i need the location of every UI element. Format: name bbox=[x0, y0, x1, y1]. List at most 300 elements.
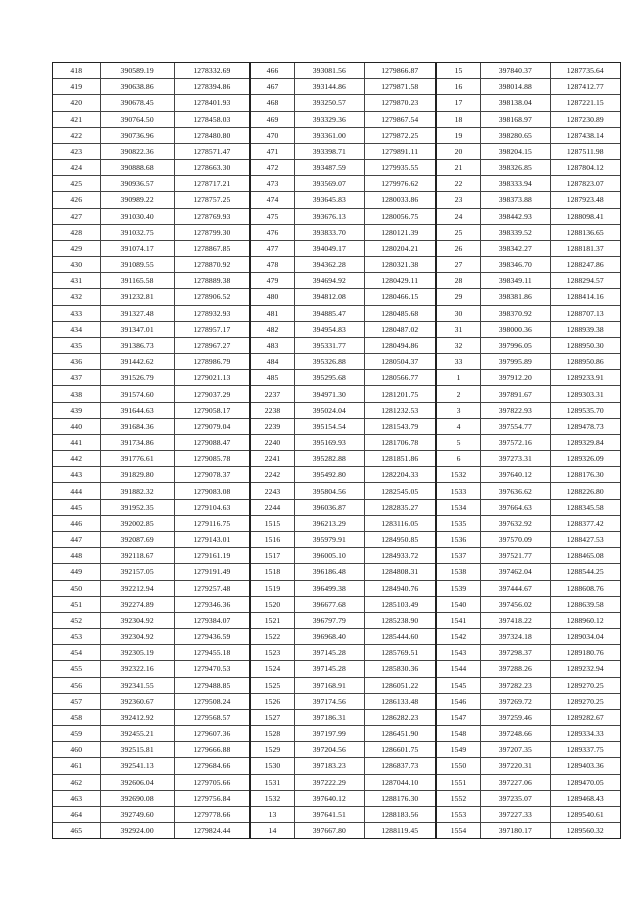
point-number-cell: 448 bbox=[70, 551, 83, 561]
y-coordinate-cell: 1287230.89 bbox=[550, 112, 620, 127]
y-coordinate-cell: 1279191.49 bbox=[174, 564, 249, 579]
y-coordinate-cell: 1279257.48 bbox=[174, 581, 249, 596]
point-number-cell: 1526 bbox=[264, 696, 281, 706]
y-coordinate-cell: 1278332.69 bbox=[174, 63, 249, 78]
point-number-cell: 473 bbox=[266, 179, 279, 189]
x-coordinate-cell: 390989.22 bbox=[100, 192, 174, 207]
y-coordinate-cell: 1279935.55 bbox=[364, 160, 435, 175]
y-coordinate-cell: 1284808.31 bbox=[364, 564, 435, 579]
table-row bbox=[437, 209, 620, 225]
point-number-cell: 25 bbox=[454, 227, 463, 237]
x-coordinate-cell: 391089.55 bbox=[100, 257, 174, 272]
y-coordinate-cell: 1288098.41 bbox=[550, 209, 620, 224]
y-coordinate-cell: 1289303.31 bbox=[550, 386, 620, 401]
y-coordinate-cell: 1278870.92 bbox=[174, 257, 249, 272]
point-number-cell: 1550 bbox=[450, 761, 467, 771]
point-number-cell: 2237 bbox=[264, 389, 281, 399]
y-coordinate-cell: 1279824.44 bbox=[174, 823, 249, 838]
table-row bbox=[53, 645, 249, 661]
x-coordinate-cell: 392924.00 bbox=[100, 823, 174, 838]
x-coordinate-cell: 398349.11 bbox=[480, 273, 549, 288]
table-row bbox=[53, 273, 249, 289]
y-coordinate-cell: 1288183.56 bbox=[364, 807, 435, 822]
point-number-cell: 462 bbox=[70, 777, 83, 787]
y-coordinate-cell: 1287412.77 bbox=[550, 79, 620, 94]
x-coordinate-cell: 391776.61 bbox=[100, 451, 174, 466]
y-coordinate-cell: 1280056.75 bbox=[364, 209, 435, 224]
y-coordinate-cell: 1278889.38 bbox=[174, 273, 249, 288]
y-coordinate-cell: 1278932.93 bbox=[174, 306, 249, 321]
y-coordinate-cell: 1279346.36 bbox=[174, 597, 249, 612]
table-row bbox=[437, 532, 620, 548]
y-coordinate-cell: 1279470.53 bbox=[174, 661, 249, 676]
point-number-cell: 2243 bbox=[264, 486, 281, 496]
y-coordinate-cell: 1286051.22 bbox=[364, 678, 435, 693]
x-coordinate-cell: 392322.16 bbox=[100, 661, 174, 676]
point-number-cell: 3 bbox=[456, 405, 461, 415]
point-number-cell: 469 bbox=[266, 114, 279, 124]
point-number-cell: 2244 bbox=[264, 502, 281, 512]
x-coordinate-cell: 390888.68 bbox=[100, 160, 174, 175]
y-coordinate-cell: 1288377.42 bbox=[550, 516, 620, 531]
x-coordinate-cell: 390678.45 bbox=[100, 95, 174, 110]
coordinate-table bbox=[52, 62, 621, 839]
x-coordinate-cell: 391574.60 bbox=[100, 386, 174, 401]
x-coordinate-cell: 395492.80 bbox=[294, 467, 364, 482]
point-number-cell: 2239 bbox=[264, 421, 281, 431]
table-row bbox=[251, 435, 435, 451]
table-row bbox=[437, 306, 620, 322]
point-number-cell: 1532 bbox=[450, 470, 467, 480]
x-coordinate-cell: 393676.13 bbox=[294, 209, 364, 224]
x-coordinate-cell: 397145.28 bbox=[294, 661, 364, 676]
x-coordinate-cell: 397640.12 bbox=[294, 791, 364, 806]
table-row bbox=[437, 807, 620, 823]
x-coordinate-cell: 397840.37 bbox=[480, 63, 549, 78]
point-number-cell: 2242 bbox=[264, 470, 281, 480]
point-number-cell: 19 bbox=[454, 130, 463, 140]
x-coordinate-cell: 397180.17 bbox=[480, 823, 549, 838]
table-row bbox=[437, 289, 620, 305]
y-coordinate-cell: 1280204.21 bbox=[364, 241, 435, 256]
table-row bbox=[251, 63, 435, 79]
point-number-cell: 456 bbox=[70, 680, 83, 690]
point-number-cell: 422 bbox=[70, 130, 83, 140]
table-column-group-1 bbox=[53, 63, 249, 838]
table-row bbox=[53, 322, 249, 338]
x-coordinate-cell: 394694.92 bbox=[294, 273, 364, 288]
point-number-cell: 451 bbox=[70, 599, 83, 609]
table-row bbox=[251, 322, 435, 338]
table-row bbox=[251, 95, 435, 111]
point-number-cell: 455 bbox=[70, 664, 83, 674]
table-row bbox=[251, 726, 435, 742]
point-number-cell: 1543 bbox=[450, 648, 467, 658]
x-coordinate-cell: 396797.79 bbox=[294, 613, 364, 628]
y-coordinate-cell: 1278401.93 bbox=[174, 95, 249, 110]
x-coordinate-cell: 392118.67 bbox=[100, 548, 174, 563]
table-row bbox=[437, 95, 620, 111]
table-row bbox=[251, 678, 435, 694]
y-coordinate-cell: 1289535.70 bbox=[550, 403, 620, 418]
point-number-cell: 484 bbox=[266, 357, 279, 367]
table-row bbox=[53, 435, 249, 451]
x-coordinate-cell: 395326.88 bbox=[294, 354, 364, 369]
x-coordinate-cell: 396968.40 bbox=[294, 629, 364, 644]
y-coordinate-cell: 1281706.78 bbox=[364, 435, 435, 450]
point-number-cell: 437 bbox=[70, 373, 83, 383]
x-coordinate-cell: 392304.92 bbox=[100, 629, 174, 644]
table-row bbox=[437, 661, 620, 677]
y-coordinate-cell: 1278906.52 bbox=[174, 289, 249, 304]
table-row bbox=[53, 483, 249, 499]
table-row bbox=[53, 403, 249, 419]
point-number-cell: 424 bbox=[70, 163, 83, 173]
x-coordinate-cell: 393144.86 bbox=[294, 79, 364, 94]
table-row bbox=[437, 128, 620, 144]
y-coordinate-cell: 1287221.15 bbox=[550, 95, 620, 110]
point-number-cell: 426 bbox=[70, 195, 83, 205]
table-row bbox=[251, 144, 435, 160]
table-row bbox=[251, 629, 435, 645]
table-row bbox=[251, 710, 435, 726]
x-coordinate-cell: 398442.93 bbox=[480, 209, 549, 224]
point-number-cell: 1546 bbox=[450, 696, 467, 706]
table-row bbox=[251, 209, 435, 225]
x-coordinate-cell: 390936.57 bbox=[100, 176, 174, 191]
table-row bbox=[53, 306, 249, 322]
y-coordinate-cell: 1285830.36 bbox=[364, 661, 435, 676]
x-coordinate-cell: 395169.93 bbox=[294, 435, 364, 450]
table-row bbox=[53, 775, 249, 791]
y-coordinate-cell: 1279891.11 bbox=[364, 144, 435, 159]
x-coordinate-cell: 397640.12 bbox=[480, 467, 549, 482]
y-coordinate-cell: 1287044.10 bbox=[364, 775, 435, 790]
y-coordinate-cell: 1288939.38 bbox=[550, 322, 620, 337]
y-coordinate-cell: 1286837.73 bbox=[364, 758, 435, 773]
table-row bbox=[53, 338, 249, 354]
y-coordinate-cell: 1286601.75 bbox=[364, 742, 435, 757]
y-coordinate-cell: 1278480.80 bbox=[174, 128, 249, 143]
point-number-cell: 18 bbox=[454, 114, 463, 124]
table-row bbox=[437, 500, 620, 516]
table-row bbox=[251, 419, 435, 435]
table-row bbox=[251, 370, 435, 386]
x-coordinate-cell: 397174.56 bbox=[294, 694, 364, 709]
y-coordinate-cell: 1289034.04 bbox=[550, 629, 620, 644]
y-coordinate-cell: 1279143.01 bbox=[174, 532, 249, 547]
table-row bbox=[53, 726, 249, 742]
y-coordinate-cell: 1279078.37 bbox=[174, 467, 249, 482]
x-coordinate-cell: 393250.57 bbox=[294, 95, 364, 110]
point-number-cell: 421 bbox=[70, 114, 83, 124]
point-number-cell: 26 bbox=[454, 243, 463, 253]
y-coordinate-cell: 1280429.11 bbox=[364, 273, 435, 288]
y-coordinate-cell: 1285238.90 bbox=[364, 613, 435, 628]
y-coordinate-cell: 1279684.66 bbox=[174, 758, 249, 773]
x-coordinate-cell: 398014.88 bbox=[480, 79, 549, 94]
x-coordinate-cell: 391232.81 bbox=[100, 289, 174, 304]
table-row bbox=[251, 386, 435, 402]
point-number-cell: 447 bbox=[70, 535, 83, 545]
x-coordinate-cell: 396036.87 bbox=[294, 500, 364, 515]
x-coordinate-cell: 397572.16 bbox=[480, 435, 549, 450]
point-number-cell: 22 bbox=[454, 179, 463, 189]
table-row bbox=[437, 160, 620, 176]
y-coordinate-cell: 1288608.76 bbox=[550, 581, 620, 596]
x-coordinate-cell: 392541.13 bbox=[100, 758, 174, 773]
point-number-cell: 474 bbox=[266, 195, 279, 205]
point-number-cell: 1523 bbox=[264, 648, 281, 658]
x-coordinate-cell: 397197.99 bbox=[294, 726, 364, 741]
table-row bbox=[437, 273, 620, 289]
y-coordinate-cell: 1278957.17 bbox=[174, 322, 249, 337]
table-row bbox=[53, 758, 249, 774]
table-row bbox=[251, 257, 435, 273]
table-row bbox=[251, 742, 435, 758]
x-coordinate-cell: 397288.26 bbox=[480, 661, 549, 676]
point-number-cell: 1 bbox=[456, 373, 461, 383]
y-coordinate-cell: 1289560.32 bbox=[550, 823, 620, 838]
y-coordinate-cell: 1287923.48 bbox=[550, 192, 620, 207]
x-coordinate-cell: 397168.91 bbox=[294, 678, 364, 693]
point-number-cell: 470 bbox=[266, 130, 279, 140]
y-coordinate-cell: 1281543.79 bbox=[364, 419, 435, 434]
x-coordinate-cell: 392002.85 bbox=[100, 516, 174, 531]
point-number-cell: 479 bbox=[266, 276, 279, 286]
point-number-cell: 20 bbox=[454, 146, 463, 156]
point-number-cell: 472 bbox=[266, 163, 279, 173]
table-row bbox=[251, 354, 435, 370]
x-coordinate-cell: 390822.36 bbox=[100, 144, 174, 159]
point-number-cell: 1532 bbox=[264, 793, 281, 803]
x-coordinate-cell: 392455.21 bbox=[100, 726, 174, 741]
point-number-cell: 1529 bbox=[264, 745, 281, 755]
x-coordinate-cell: 397912.20 bbox=[480, 370, 549, 385]
point-number-cell: 485 bbox=[266, 373, 279, 383]
table-row bbox=[53, 613, 249, 629]
point-number-cell: 1537 bbox=[450, 551, 467, 561]
point-number-cell: 427 bbox=[70, 211, 83, 221]
x-coordinate-cell: 397282.23 bbox=[480, 678, 549, 693]
table-row bbox=[251, 500, 435, 516]
point-number-cell: 1539 bbox=[450, 583, 467, 593]
point-number-cell: 435 bbox=[70, 341, 83, 350]
x-coordinate-cell: 394049.17 bbox=[294, 241, 364, 256]
y-coordinate-cell: 1288247.86 bbox=[550, 257, 620, 272]
y-coordinate-cell: 1289468.43 bbox=[550, 791, 620, 806]
x-coordinate-cell: 396213.29 bbox=[294, 516, 364, 531]
y-coordinate-cell: 1288136.65 bbox=[550, 225, 620, 240]
table-row bbox=[437, 79, 620, 95]
y-coordinate-cell: 1284940.76 bbox=[364, 581, 435, 596]
x-coordinate-cell: 397995.89 bbox=[480, 354, 549, 369]
point-number-cell: 1531 bbox=[264, 777, 281, 787]
point-number-cell: 1547 bbox=[450, 712, 467, 722]
x-coordinate-cell: 394954.83 bbox=[294, 322, 364, 337]
y-coordinate-cell: 1288226.80 bbox=[550, 483, 620, 498]
y-coordinate-cell: 1279866.87 bbox=[364, 63, 435, 78]
point-number-cell: 1548 bbox=[450, 729, 467, 739]
table-row bbox=[53, 370, 249, 386]
table-row bbox=[437, 176, 620, 192]
table-row bbox=[437, 823, 620, 838]
table-row bbox=[53, 710, 249, 726]
point-number-cell: 2241 bbox=[264, 454, 281, 464]
x-coordinate-cell: 398339.52 bbox=[480, 225, 549, 240]
y-coordinate-cell: 1279037.29 bbox=[174, 386, 249, 401]
x-coordinate-cell: 393833.70 bbox=[294, 225, 364, 240]
point-number-cell: 1525 bbox=[264, 680, 281, 690]
y-coordinate-cell: 1288950.86 bbox=[550, 354, 620, 369]
y-coordinate-cell: 1280321.38 bbox=[364, 257, 435, 272]
table-row bbox=[437, 112, 620, 128]
x-coordinate-cell: 397204.56 bbox=[294, 742, 364, 757]
table-row bbox=[437, 758, 620, 774]
x-coordinate-cell: 393569.07 bbox=[294, 176, 364, 191]
point-number-cell: 418 bbox=[70, 66, 83, 76]
table-row bbox=[251, 661, 435, 677]
table-row bbox=[437, 613, 620, 629]
table-row bbox=[251, 548, 435, 564]
table-row bbox=[251, 581, 435, 597]
x-coordinate-cell: 391442.62 bbox=[100, 354, 174, 369]
table-row bbox=[251, 160, 435, 176]
x-coordinate-cell: 397259.46 bbox=[480, 710, 549, 725]
y-coordinate-cell: 1279058.17 bbox=[174, 403, 249, 418]
x-coordinate-cell: 391734.86 bbox=[100, 435, 174, 450]
point-number-cell: 464 bbox=[70, 809, 83, 819]
table-row bbox=[53, 629, 249, 645]
point-number-cell: 465 bbox=[70, 826, 83, 836]
x-coordinate-cell: 391952.35 bbox=[100, 500, 174, 515]
y-coordinate-cell: 1286133.48 bbox=[364, 694, 435, 709]
point-number-cell: 16 bbox=[454, 82, 463, 92]
y-coordinate-cell: 1279976.62 bbox=[364, 176, 435, 191]
table-row bbox=[437, 775, 620, 791]
point-number-cell: 28 bbox=[454, 276, 463, 286]
x-coordinate-cell: 390589.19 bbox=[100, 63, 174, 78]
y-coordinate-cell: 1289329.84 bbox=[550, 435, 620, 450]
y-coordinate-cell: 1288950.30 bbox=[550, 338, 620, 353]
x-coordinate-cell: 397227.06 bbox=[480, 775, 549, 790]
point-number-cell: 446 bbox=[70, 518, 83, 528]
x-coordinate-cell: 392274.89 bbox=[100, 597, 174, 612]
point-number-cell: 420 bbox=[70, 98, 83, 108]
y-coordinate-cell: 1285103.49 bbox=[364, 597, 435, 612]
y-coordinate-cell: 1288427.53 bbox=[550, 532, 620, 547]
point-number-cell: 467 bbox=[266, 82, 279, 92]
table-row bbox=[251, 112, 435, 128]
y-coordinate-cell: 1288707.13 bbox=[550, 306, 620, 321]
x-coordinate-cell: 398280.65 bbox=[480, 128, 549, 143]
x-coordinate-cell: 391644.63 bbox=[100, 403, 174, 418]
table-row bbox=[53, 63, 249, 79]
point-number-cell: 1549 bbox=[450, 745, 467, 755]
y-coordinate-cell: 1289470.05 bbox=[550, 775, 620, 790]
y-coordinate-cell: 1288294.57 bbox=[550, 273, 620, 288]
point-number-cell: 475 bbox=[266, 211, 279, 221]
point-number-cell: 480 bbox=[266, 292, 279, 302]
table-row bbox=[437, 451, 620, 467]
y-coordinate-cell: 1279436.59 bbox=[174, 629, 249, 644]
table-row bbox=[53, 467, 249, 483]
y-coordinate-cell: 1279568.57 bbox=[174, 710, 249, 725]
point-number-cell: 430 bbox=[70, 260, 83, 270]
y-coordinate-cell: 1279666.88 bbox=[174, 742, 249, 757]
y-coordinate-cell: 1278799.30 bbox=[174, 225, 249, 240]
y-coordinate-cell: 1278663.30 bbox=[174, 160, 249, 175]
point-number-cell: 1552 bbox=[450, 793, 467, 803]
table-row bbox=[437, 257, 620, 273]
y-coordinate-cell: 1286282.23 bbox=[364, 710, 435, 725]
y-coordinate-cell: 1281851.86 bbox=[364, 451, 435, 466]
y-coordinate-cell: 1287511.98 bbox=[550, 144, 620, 159]
x-coordinate-cell: 390736.96 bbox=[100, 128, 174, 143]
table-row bbox=[437, 322, 620, 338]
x-coordinate-cell: 392606.04 bbox=[100, 775, 174, 790]
point-number-cell: 24 bbox=[454, 211, 463, 221]
x-coordinate-cell: 394812.08 bbox=[294, 289, 364, 304]
point-number-cell: 2 bbox=[456, 389, 461, 399]
table-row bbox=[251, 289, 435, 305]
x-coordinate-cell: 392212.94 bbox=[100, 581, 174, 596]
x-coordinate-cell: 391882.32 bbox=[100, 483, 174, 498]
table-row bbox=[437, 225, 620, 241]
y-coordinate-cell: 1288544.25 bbox=[550, 564, 620, 579]
x-coordinate-cell: 398000.36 bbox=[480, 322, 549, 337]
x-coordinate-cell: 398333.94 bbox=[480, 176, 549, 191]
x-coordinate-cell: 398168.97 bbox=[480, 112, 549, 127]
table-row bbox=[437, 338, 620, 354]
point-number-cell: 1522 bbox=[264, 632, 281, 642]
y-coordinate-cell: 1285769.51 bbox=[364, 645, 435, 660]
point-number-cell: 1528 bbox=[264, 729, 281, 739]
x-coordinate-cell: 391074.17 bbox=[100, 241, 174, 256]
table-row bbox=[437, 435, 620, 451]
point-number-cell: 1530 bbox=[264, 761, 281, 771]
table-row bbox=[437, 645, 620, 661]
x-coordinate-cell: 398381.86 bbox=[480, 289, 549, 304]
y-coordinate-cell: 1279161.19 bbox=[174, 548, 249, 563]
x-coordinate-cell: 394362.28 bbox=[294, 257, 364, 272]
point-number-cell: 436 bbox=[70, 357, 83, 367]
x-coordinate-cell: 397444.67 bbox=[480, 581, 549, 596]
point-number-cell: 432 bbox=[70, 292, 83, 302]
table-row bbox=[437, 386, 620, 402]
x-coordinate-cell: 392087.69 bbox=[100, 532, 174, 547]
point-number-cell: 450 bbox=[70, 583, 83, 593]
point-number-cell: 454 bbox=[70, 648, 83, 658]
y-coordinate-cell: 1286451.90 bbox=[364, 726, 435, 741]
point-number-cell: 1533 bbox=[450, 486, 467, 496]
table-row bbox=[251, 645, 435, 661]
table-row bbox=[251, 241, 435, 257]
table-row bbox=[437, 370, 620, 386]
y-coordinate-cell: 1289326.09 bbox=[550, 451, 620, 466]
y-coordinate-cell: 1278986.79 bbox=[174, 354, 249, 369]
table-row bbox=[251, 483, 435, 499]
y-coordinate-cell: 1279778.66 bbox=[174, 807, 249, 822]
point-number-cell: 429 bbox=[70, 243, 83, 253]
y-coordinate-cell: 1278458.03 bbox=[174, 112, 249, 127]
point-number-cell: 1524 bbox=[264, 664, 281, 674]
y-coordinate-cell: 1280466.15 bbox=[364, 289, 435, 304]
point-number-cell: 23 bbox=[454, 195, 463, 205]
y-coordinate-cell: 1289478.73 bbox=[550, 419, 620, 434]
x-coordinate-cell: 395804.56 bbox=[294, 483, 364, 498]
point-number-cell: 29 bbox=[454, 292, 463, 302]
